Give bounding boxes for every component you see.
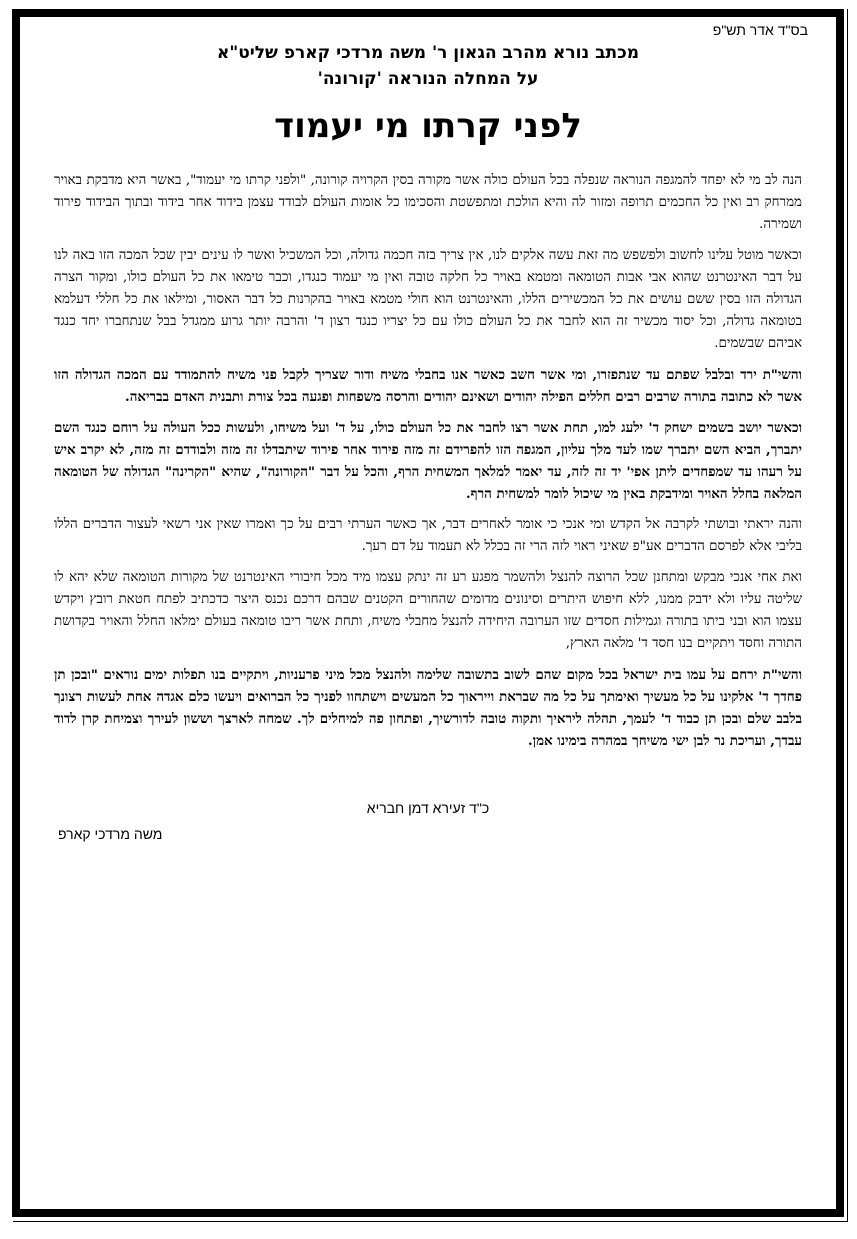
closing-line: כ"ד זעירא דמן חבריא	[366, 800, 490, 816]
letter-heading-line-2: על המחלה הנוראה 'קורונה'	[317, 69, 539, 89]
letter-heading-line-1: מכתב נורא מהרב הגאון ר' משה מרדכי קארפ שליט"א	[216, 43, 640, 63]
paragraph-4: וכאשר יושב בשמים ישחק ד' ילעג למו, תחת אשר רצו לחבר את כל העולם כולו, על ד' ועל משיחו, ולעשות ככל העולה על רוחם כנגד השם יתברך, הביא השם יתברך שמו לעד מלך עליון, המגפה הזו להפרידם זה מזה פירוד אחר פירוד שיתבדלו זה מזה ולבודדם זה מזה, לא יקרב איש על רעהו עד שמפחדים ליתן אפי' יד זה לזה, עד יאמר למלאך המשחית הרף, והכל על דבר "הקורונה", שהיא "הקרינה" הגדולה של הטומאה המלאה בחלל האויר ומידבקת באין מי שיכול לומר למשחית הרף.	[54, 420, 802, 502]
date-line: בס"ד אדר תש"פ	[712, 22, 808, 38]
paragraph-2: וכאשר מוטל עלינו לחשוב ולפשפש מה זאת עשה אלקים לנו, אין צריך בזה חכמה גדולה, וכל המשכיל ואשר לו עינים יבין שכל המכה הזו באה לנו על דבר האינטרנט שהוא אבי אבות הטומאה ומטמא באויר כל חלקה טובה ואין מי יעמוד כנגדו, וכבר טימאו את כל העולם כולו, ומקור הצרה הגדולה הזו בסין ששם עושים את כל המכשירים הללו, והאינטרנט הוא חולי מטמא באויר בהקרנות כל דבר האסור, ומילאו את כל חללי דעלמא בטומאה גדולה, וכל יסוד מכשיר זה הוא לחבר את כל העולם כולו עם כל יצריו כנגד רצון ד' והרבה יותר גרוע ממגדל בבל שנתחברו יחד כנגד אביהם שבשמים.	[54, 248, 802, 351]
paragraph-5: והנה יראתי ובושתי לקרבה אל הקדש ומי אנכי כי אומר לאחרים דבר, אך כאשר הערתי רבים על כך ואמרו שאין אני רשאי לעצור הדברים הללו בליבי אלא לפרסם הדברים אע"פ שאיני ראוי לזה הרי זה בכלל לא תעמוד על דם רעך.	[54, 517, 802, 554]
letter-title: לפני קרתו מי יעמוד	[274, 106, 582, 146]
paragraph-1: הנה לב מי לא יפחד להמגפה הנוראה שנפלה בכל העולם כולה אשר מקורה בסין הקרויה קורונה, "ולפני קרתו מי יעמוד", באשר היא מדבקת באויר ממרחק רב ואין כל החכמים תרופה ומזור לה והיא הולכת ומתפשטת והסכימו כל אומות העולם לבודד עצמן בידוד אחר בידוד ובתוך הבידוד פירוד ושמירה.	[54, 173, 802, 232]
paragraph-7: והשי"ת ירחם על עמו בית ישראל בכל מקום שהם לשוב בתשובה שלימה ולהנצל מכל מיני פרעניות, ויתקיים בנו תפלות ימים נוראים "ובכן תן פחדך ד' אלקינו על כל מעשיך ואימתך על כל מה שבראת וייראוך כל המעשים וישתחוו לפניך כל הברואים ויעשו כלם אגדה אחת לעשות רצונך בלבב שלם ובכן תן כבוד ד' לעמך, תהלה ליראיך ותקוה טובה לדורשיך, ופתחון פה למיחלים לך. שמחה לארצך וששון לעירך וצמיחת קרן לדוד עבדך, ועריכת נר לבן ישי משיחך במהרה בימינו אמן.	[54, 667, 802, 749]
signature: משה מרדכי קארפ	[58, 826, 163, 842]
letter-page	[48, 20, 808, 844]
paragraph-6: ואת אחי אנכי מבקש ומתחנן שכל הרוצה להנצל ולהשמר מפגע רע זה ינתק עצמו מיד מכל חיבורי האינטרנט של מקורות הטומאה שלא יהא לו שליטה עליו ולא ידבק ממנו, ללא חיפוש היתרים וסינונים מדומים שהחורים הקטנים שבהם דרכם נכנס היצר כדכתיב לפתח חטאת רובץ ויקדש עצמו הוא ובני ביתו בתורה וגמילות חסדים שזו הערובה היחידה להנצל מחבלי משיח, ותחת אשר ריבו טומאה בעולם ימלאו החלל והאויר בקדושת התורה וחסד ויתקיים בנו חסד ד' מלאה הארץ,	[54, 570, 802, 651]
paragraph-3: והשי"ת ירד ובלבל שפתם עד שנתפזרו, ומי אשר חשב כאשר אנו בחבלי משיח ודור שצריך לקבל פני משיח להתמודד עם המכה הגדולה הזו אשר לא כתובה בתורה שרבים רבים חללים הפילה יהודים ושאינם יהודים והרסה משפחות ופגעה בכל צורת ותבנית האדם בבריאה.	[54, 367, 802, 405]
